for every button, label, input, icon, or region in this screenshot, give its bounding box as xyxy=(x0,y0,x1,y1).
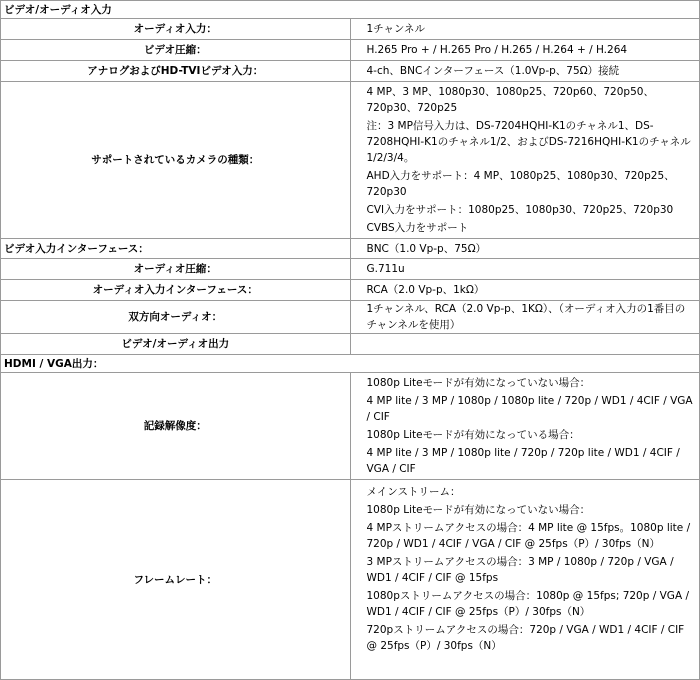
row-value xyxy=(350,334,700,355)
value-line: 4 MPストリームアクセスの場合：4 MP lite @ 15fps。1080p lite / 720p / WD1 / 4CIF / VGA / CIF @ 25fps（P）/ 30fps（N） xyxy=(366,522,691,550)
spec-row xyxy=(1,334,700,355)
row-value: 4-ch、BNCインターフェース（1.0Vp-p、75Ω）接続 xyxy=(350,61,700,82)
row-label: サポートされているカメラの種類： xyxy=(1,82,351,239)
value-line: 注：3 MP信号入力は、DS-7204HQHI-K1のチャネル1、DS-7208HQHI-K1のチャネル1/2、およびDS-7216HQHI-K1のチャネル1/2/3/4。 xyxy=(366,120,691,164)
spec-row xyxy=(1,82,700,239)
value-line: 1080p Liteモードが有効になっていない場合： xyxy=(366,377,591,389)
value-line: CVI入力をサポート：1080p25、1080p30、720p25、720p30 xyxy=(366,204,674,216)
row-value xyxy=(350,82,700,239)
value-line: メインストリーム： xyxy=(366,486,461,498)
row-value: RCA（2.0 Vp-p、1kΩ） xyxy=(350,280,700,301)
row-label: ビデオ/オーディオ出力 xyxy=(1,334,351,355)
row-label: アナログおよびHD-TVIビデオ入力： xyxy=(1,61,351,82)
spec-row xyxy=(1,239,700,259)
section-heading: ビデオ/オーディオ入力 xyxy=(1,1,700,19)
section-row xyxy=(1,355,700,373)
row-value: G.711u xyxy=(350,259,700,280)
section-heading: HDMI / VGA出力： xyxy=(1,355,700,373)
row-label: ビデオ圧縮： xyxy=(1,40,351,61)
value-line: 4 MP lite / 3 MP / 1080p / 1080p lite / 720p / WD1 / 4CIF / VGA / CIF xyxy=(366,395,693,423)
row-label: オーディオ入力インターフェース： xyxy=(1,280,351,301)
row-label: オーディオ圧縮： xyxy=(1,259,351,280)
row-label: 双方向オーディオ： xyxy=(1,301,351,334)
row-label: フレームレート： xyxy=(1,480,351,680)
value-line: 1080p Liteモードが有効になっていない場合： xyxy=(366,504,591,516)
value-line: 1080p Liteモードが有効になっている場合： xyxy=(366,429,580,441)
value-line: 3 MPストリームアクセスの場合：3 MP / 1080p / 720p / VGA / WD1 / 4CIF / CIF @ 15fps xyxy=(366,556,674,584)
spec-row xyxy=(1,40,700,61)
spec-row xyxy=(1,301,700,334)
value-line: 4 MP、3 MP、1080p30、1080p25、720p60、720p50、720p30、720p25 xyxy=(366,86,654,114)
row-value: H.265 Pro + / H.265 Pro / H.265 / H.264 + / H.264 xyxy=(350,40,700,61)
row-label: 記録解像度： xyxy=(1,373,351,480)
row-value: BNC（1.0 Vp-p、75Ω） xyxy=(350,239,700,259)
row-label: オーディオ入力： xyxy=(1,19,351,40)
spec-row xyxy=(1,259,700,280)
value-line: 720pストリームアクセスの場合：720p / VGA / WD1 / 4CIF / CIF @ 25fps（P）/ 30fps（N） xyxy=(366,624,685,652)
spec-row xyxy=(1,280,700,301)
section-row xyxy=(1,1,700,19)
section-heading: ビデオ入力インターフェース： xyxy=(1,239,351,259)
row-value: 1チャンネル xyxy=(350,19,700,40)
value-line: 4 MP lite / 3 MP / 1080p lite / 720p / 720p lite / WD1 / 4CIF / VGA / CIF xyxy=(366,447,680,475)
spec-row xyxy=(1,373,700,480)
spec-row xyxy=(1,480,700,680)
value-line: CVBS入力をサポート xyxy=(366,222,469,234)
value-line: AHD入力をサポート：4 MP、1080p25、1080p30、720p25、720p30 xyxy=(366,170,675,198)
value-line: 1080pストリームアクセスの場合：1080p @ 15fps; 720p / VGA / WD1 / 4CIF / CIF @ 25fps（P）/ 30fps（N） xyxy=(366,590,689,618)
spec-row xyxy=(1,19,700,40)
row-value xyxy=(350,373,700,480)
spec-row xyxy=(1,61,700,82)
row-value xyxy=(350,480,700,680)
row-value: 1チャンネル、RCA（2.0 Vp-p、1KΩ）、（オーディオ入力の1番目のチャンネルを使用） xyxy=(350,301,700,334)
